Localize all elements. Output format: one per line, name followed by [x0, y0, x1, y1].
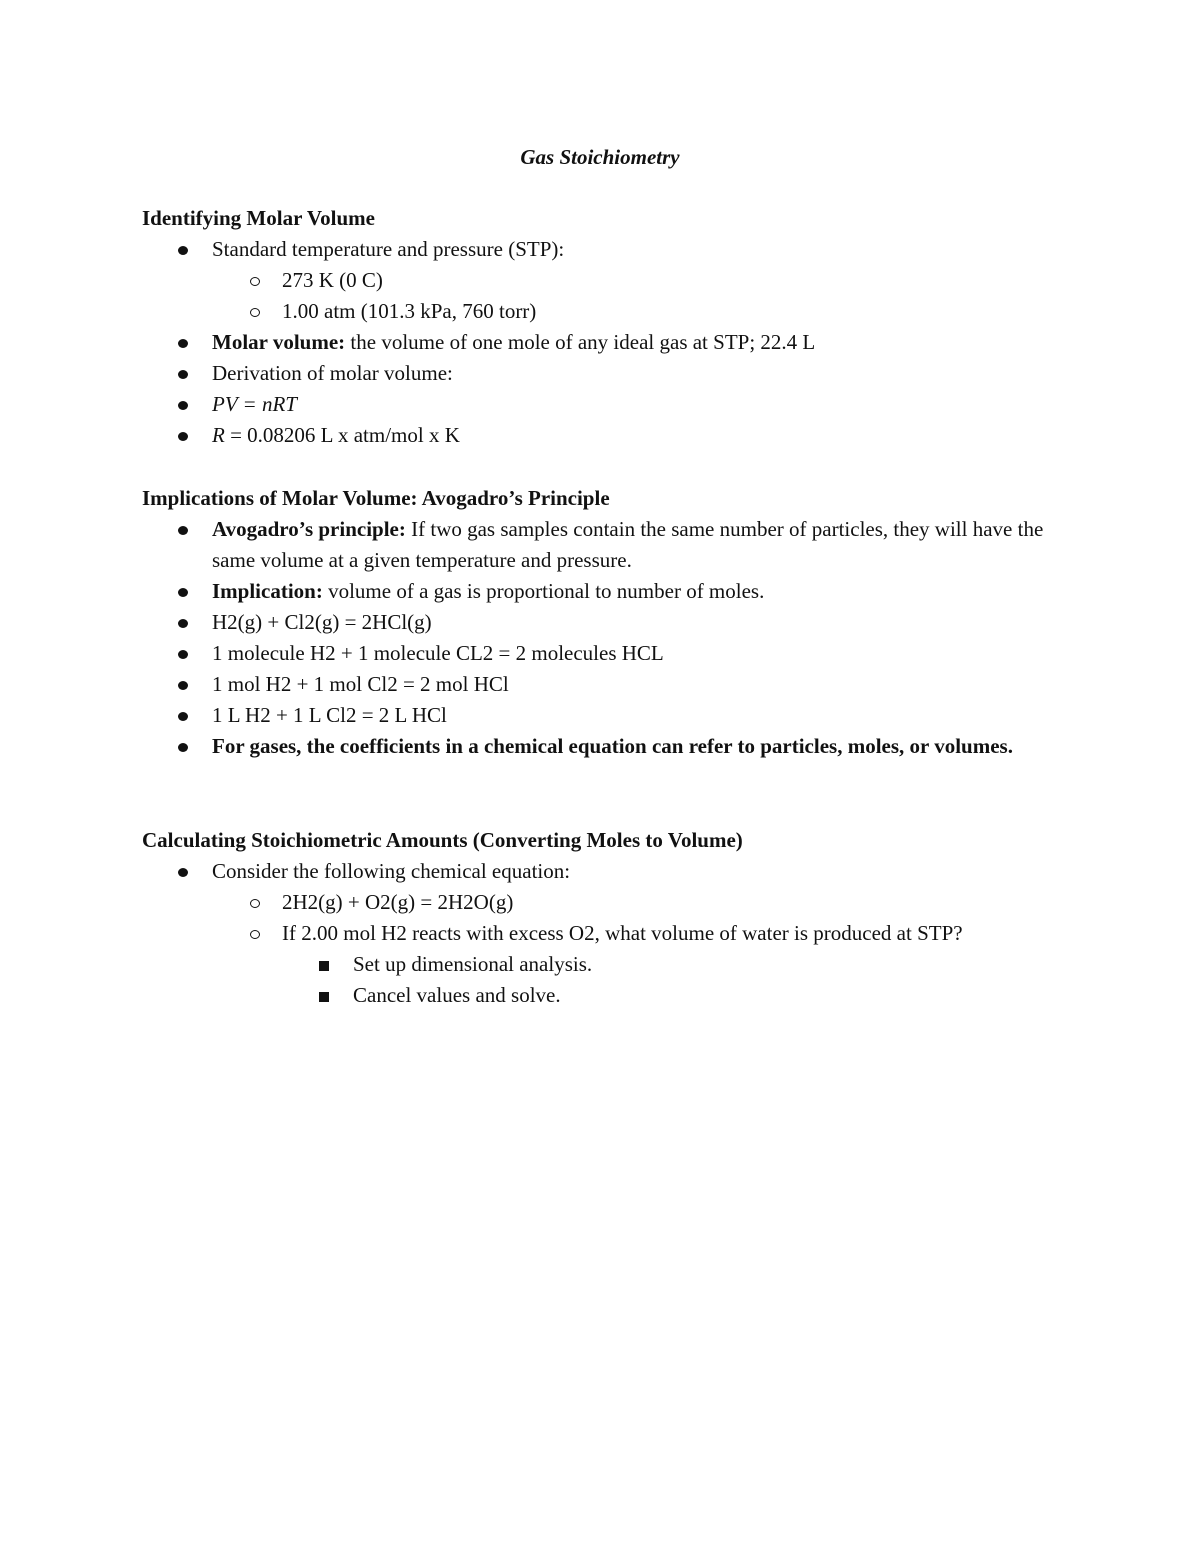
bullet-dot-icon	[178, 588, 188, 597]
bullet-list	[142, 514, 1072, 762]
section-heading: Calculating Stoichiometric Amounts (Converting Moles to Volume)	[142, 828, 743, 852]
gas-constant-symbol: R	[212, 423, 225, 447]
bullet-dot-icon	[178, 712, 188, 721]
section-molar-volume	[142, 203, 1072, 451]
bullet-dot-icon	[178, 370, 188, 379]
bullet-dot-icon	[178, 401, 188, 410]
bullet-dot-icon	[178, 339, 188, 348]
term: Avogadro’s principle:	[212, 517, 406, 541]
section-heading: Implications of Molar Volume: Avogadro’s Principle	[142, 486, 610, 510]
bullet-circle-icon	[250, 899, 260, 908]
list-item: Set up dimensional analysis.	[142, 949, 1072, 980]
section-heading: Identifying Molar Volume	[142, 206, 375, 230]
bullet-list	[142, 234, 1072, 451]
list-item: Implication: volume of a gas is proportional to number of moles.	[142, 576, 1072, 607]
bullet-square-icon	[319, 961, 329, 971]
list-item: 1 mol H2 + 1 mol Cl2 = 2 mol HCl	[142, 669, 1072, 700]
bullet-circle-icon	[250, 308, 260, 317]
list-item: Derivation of molar volume:	[142, 358, 1072, 389]
bullet-dot-icon	[178, 681, 188, 690]
list-item: 2H2(g) + O2(g) = 2H2O(g)	[142, 887, 1072, 918]
list-item: 1 molecule H2 + 1 molecule CL2 = 2 molecules HCL	[142, 638, 1072, 669]
list-item: R = 0.08206 L x atm/mol x K	[142, 420, 1072, 451]
bullet-square-icon	[319, 992, 329, 1002]
list-item: Standard temperature and pressure (STP):	[142, 234, 1072, 265]
list-item: For gases, the coefficients in a chemical equation can refer to particles, moles, or volumes.	[142, 731, 1072, 762]
bullet-dot-icon	[178, 743, 188, 752]
section-stoichiometric-amounts	[142, 825, 1072, 1011]
bullet-circle-icon	[250, 277, 260, 286]
bullet-dot-icon	[178, 868, 188, 877]
section-avogadro	[142, 483, 1072, 762]
bullet-dot-icon	[178, 650, 188, 659]
document-title: Gas Stoichiometry	[520, 145, 680, 169]
term: Implication:	[212, 579, 323, 603]
list-item: Consider the following chemical equation:	[142, 856, 1072, 887]
list-item: 1 L H2 + 1 L Cl2 = 2 L HCl	[142, 700, 1072, 731]
bullet-dot-icon	[178, 246, 188, 255]
bullet-circle-icon	[250, 930, 260, 939]
list-item: Molar volume: the volume of one mole of any ideal gas at STP; 22.4 L	[142, 327, 1072, 358]
list-item: 1.00 atm (101.3 kPa, 760 torr)	[142, 296, 1072, 327]
bullet-dot-icon	[178, 432, 188, 441]
ideal-gas-law: PV = nRT	[212, 392, 297, 416]
term: Molar volume:	[212, 330, 346, 354]
list-item: Cancel values and solve.	[142, 980, 1072, 1011]
bullet-dot-icon	[178, 619, 188, 628]
bullet-list	[142, 856, 1072, 1011]
list-item: Avogadro’s principle: If two gas samples contain the same number of particles, they will have the same volume at a given temperature and pressure.	[142, 514, 1072, 576]
list-item: 273 K (0 C)	[142, 265, 1072, 296]
list-item	[142, 389, 1072, 420]
bullet-dot-icon	[178, 526, 188, 535]
list-item: If 2.00 mol H2 reacts with excess O2, what volume of water is produced at STP?	[142, 918, 1072, 949]
list-item: H2(g) + Cl2(g) = 2HCl(g)	[142, 607, 1072, 638]
